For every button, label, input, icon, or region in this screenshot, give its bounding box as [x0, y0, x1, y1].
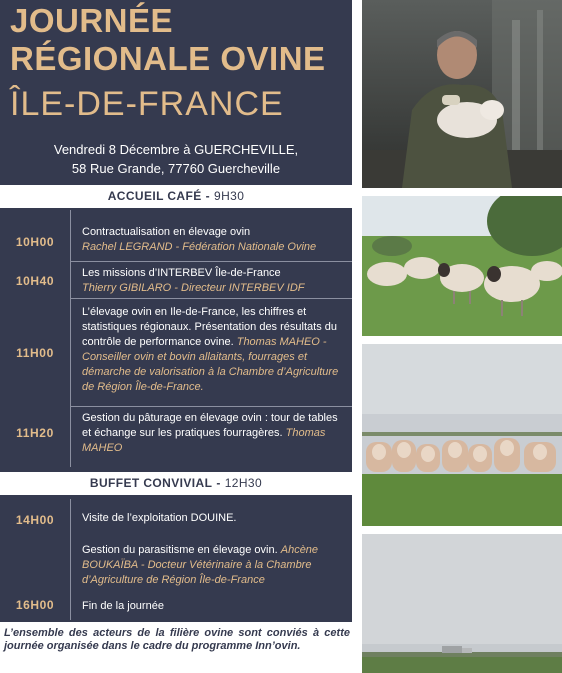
band-buffet-label: BUFFET CONVIVIAL: [89, 476, 213, 490]
entry-title: Les missions d’INTERBEV Île-de-France: [82, 267, 281, 279]
program-entry: [82, 543, 344, 588]
row-divider: [70, 298, 352, 299]
entry-speaker: Thierry GIBILARO - Directeur INTERBEV IDF: [82, 282, 305, 294]
program-entry: [82, 266, 344, 296]
band-accueil-time: 9H30: [214, 189, 245, 203]
photo-sheep-flock-pasture: [362, 196, 562, 336]
program-entry: [82, 225, 344, 255]
title-line-2: RÉGIONALE OVINE: [10, 40, 326, 77]
entry-title: Contractualisation en élevage ovin: [82, 226, 251, 238]
entry-title: Gestion du parasitisme en élevage ovin.: [82, 544, 278, 556]
program-entry: [82, 511, 344, 526]
photo-farm-landscape: [362, 534, 562, 673]
row-divider: [70, 406, 352, 407]
program-entry: [82, 411, 344, 456]
title-line-3: ÎLE-DE-FRANCE: [10, 85, 284, 123]
entry-title: Visite de l’exploitation DOUINE.: [82, 512, 237, 524]
band-buffet: [0, 472, 352, 495]
entry-title: L’élevage ovin en Ile-de-France, les chiffres et statistiques régionaux. Présentation des résultats du contrôle de performance ovine.: [82, 306, 337, 348]
event-date: Vendredi 8 Décembre à GUERCHEVILLE,: [53, 142, 299, 157]
entry-title: Fin de la journée: [82, 600, 164, 612]
row-divider: [70, 261, 352, 262]
band-buffet-separator: -: [216, 476, 221, 490]
event-address: 58 Rue Grande, 77760 Guercheville: [71, 161, 281, 176]
entry-speaker: Thomas MAHEO: [82, 427, 326, 454]
entry-speaker: Thomas MAHEO - Conseiller ovin et bovin allaitants, fourrages et démarche de valorisation à la Chambre d’Agriculture de Région Île-de-France.: [82, 336, 339, 393]
time-slot: 14H00: [15, 513, 55, 527]
footer-note: L’ensemble des acteurs de la filière ovine sont conviés à cette journée organisée dans le cadre du programme Inn’ovin.: [4, 627, 350, 652]
photo-sheep-line-field: [362, 344, 562, 526]
entry-speaker: Rachel LEGRAND - Fédération Nationale Ovine: [82, 241, 317, 253]
title-line-1: JOURNÉE: [10, 2, 174, 39]
entry-title: Gestion du pâturage en élevage ovin : tour de tables et échange sur les pratiques fourragères.: [82, 412, 338, 439]
time-slot: 10H40: [15, 274, 55, 288]
band-accueil-label: ACCUEIL CAFÉ: [107, 189, 202, 203]
time-slot: 10H00: [15, 235, 55, 249]
timeline-divider: [70, 210, 71, 467]
band-buffet-time: 12H30: [224, 476, 263, 490]
time-slot: 11H00: [16, 346, 54, 360]
program-entry: [82, 305, 344, 395]
photo-farmer-with-lamb: [362, 0, 562, 188]
time-slot: 16H00: [15, 598, 55, 612]
timeline-divider: [70, 499, 71, 620]
band-accueil: [0, 185, 352, 208]
time-slot: 11H20: [16, 426, 54, 440]
entry-speaker: Ahcène BOUKAÏBA - Docteur Vétérinaire à la Chambre d’Agriculture de Région Île-de-France: [82, 544, 319, 586]
program-entry: [82, 599, 344, 614]
band-accueil-separator: -: [205, 189, 211, 203]
